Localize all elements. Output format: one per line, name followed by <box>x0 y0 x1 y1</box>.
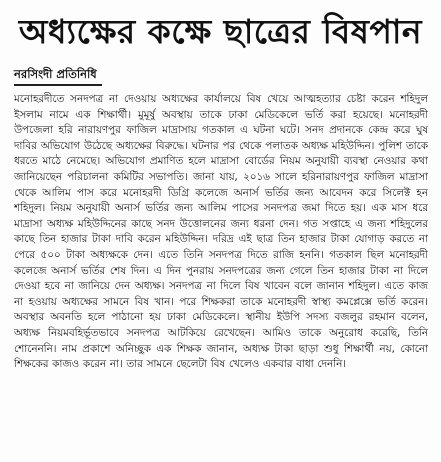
article-byline: নরসিংদী প্রতিনিধি <box>14 67 97 81</box>
article-headline: অধ্যক্ষের কক্ষে ছাত্রের বিষপান <box>18 12 423 51</box>
byline-underline <box>14 84 102 86</box>
article-paragraph: মনোহরদীতে সনদপত্র না দেওয়ায় অধ্যক্ষের কার্যালয়ে বিষ খেয়ে আত্মহত্যার চেষ্টা করেন শহিদুল ইসলাম নামে এক শিক্ষার্থী। মুমূর্ষু অবস্থায় তাকে ঢাকা মেডিকেলে ভর্তি করা হয়েছে। মনোহরদী উপজেলা হরি নারায়ণপুর ফাজিল মাদ্রাসায় গতকাল এ ঘটনা ঘটে। সনদ প্রদানকে কেন্দ্র করে ঘুষ দাবির অভিযোগ উঠেছে অধ্যক্ষের বিরুদ্ধে। ঘটনার পর থেকে পলাতক অধ্যক্ষ মহিউদ্দিন। পুলিশ তাকে ধরতে মাঠে নেমেছে। অভিযোগ প্রমাণিত হলে মাদ্রাসা বোর্ডের নিয়ম অনুযায়ী ব্যবস্থা নেওয়ার কথা জানিয়েছেন পরিচালনা কমিটির সভাপতি। জানা যায়, ২০১৬ সালে হরিনারায়ণপুর ফাজিল মাদ্রাসা থেকে আলিম পাস করে মনোহরদী ডিগ্রি কলেজে অনার্স ভর্তির জন্য আবেদন করে সিলেক্ট হন শহিদুল। নিয়ম অনুযায়ী অনার্স ভর্তির জন্য আলিম পাসের সনদপত্র জমা দিতে হয়। এক মাস ধরে মাদ্রাসা অধ্যক্ষ মহিউদ্দিনের কাছে সনদ উত্তোলনের জন্য ধরনা দেন। গত সপ্তাহে এ জন্য শহিদুলের কাছে তিন হাজার টাকা দাবি করেন মহিউদ্দিন। দরিদ্র এই ছাত্র তিন হাজার টাকা যোগাড় করতে না পেরে ৫০০ টাকা অধ্যক্ষকে দেন। এতে তিনি সনদপত্র দিতে রাজি হননি। গতকাল ছিল মনোহরদী কলেজে অনার্স ভর্তির শেষ দিন। এ দিন পুনরায় সনদপত্রের জন্য গেলে তিন হাজার টাকা না দিলে দেওয়া হবে না জানিয়ে দেন অধ্যক্ষ। সনদপত্র না দিলে বিষ খাবেন বলে জানান শহিদুল। এতে কাজ না হওয়ায় অধ্যক্ষের সামনে বিষ খান। পরে শিক্ষকরা তাকে মনোহরদী স্বাস্থ্য কমপ্লেক্সে ভর্তি করেন। অবস্থার অবনতি হলে পাঠানো হয় ঢাকা মেডিকেলে। স্থানীয় ইউপি সদস্য বজলুর রহমান বলেন, অধ্যক্ষ নিয়মবহির্ভূতভাবে সনদপত্র আটকিয়ে রেখেছেন। আমিও তাকে অনুরোধ করেছি, তিনি শোনেননি। নাম প্রকাশে অনিচ্ছুক এক শিক্ষক জানান, অধ্যক্ষ টাকা ছাড়া শুধু শিক্ষার্থী নয়, কোনো শিক্ষকের কাজও করেন না। তার সামনে ছেলেটা বিষ খেলেও একবার বাধা দেননি। <box>14 93 428 371</box>
article-body <box>14 92 428 458</box>
